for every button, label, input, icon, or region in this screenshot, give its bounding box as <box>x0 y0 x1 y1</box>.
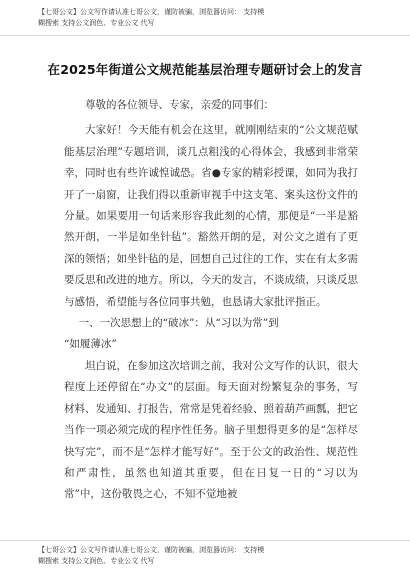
paragraph-section-1: 坦白说，在参加这次培训之前，我对公文写作的认识，很大程度上还停留在“办文”的层面。每天面对纷繁复杂的事务，写材料、发通知、打报告，常常是凭着经验、照着葫芦画瓢，把它当作一项必须完成的程序性任务。脑子里想得更多的是“怎样尽快写完”，而不是“怎样才能写好”。至于公文的政治性、规范性和严肃性，虽然也知道其重要，但在日复一日的“习以为常”中，这份敬畏之心，不知不觉地被 <box>64 359 358 501</box>
anti-fraud-notice-top <box>38 7 338 29</box>
notice-line-2: 糊搜索 支持公文润色、专业公文 代写 <box>38 19 155 27</box>
notice-line-2-bottom: 糊搜索 支持公文润色、专业公文 代写 <box>38 557 155 565</box>
section-heading-1-continued: “如履薄冰” <box>64 338 117 351</box>
section-heading-1: 一、一次思想上的“破冰”：从“习以为常”到 <box>78 317 279 330</box>
header-divider <box>0 35 410 36</box>
notice-line-1: 【七哥公文】公文写作请认准七哥公文，谨防被骗，浏览器访问： 支持模 <box>38 8 265 16</box>
anti-fraud-notice-bottom <box>38 545 338 567</box>
paragraph-intro: 大家好！今天能有机会在这里，就刚刚结束的“公文规范赋能基层治理”专题培训，谈几点粗浅的心得体会，我感到非常荣幸，同时也有些许诚惶诚恐。省●专家的精彩授课，如同为我打开了一扇窗，让我们得以重新审视手中这支笔、案头这份文件的分量。如果要用一句话来形容我此刻的心情，那便是“一半是豁然开朗，一半是如坐针毡”。豁然开朗的是，对公文之道有了更深的领悟；如坐针毡的是，回想自己过往的工作，实在有太多需要反思和改进的地方。所以，今天的发言，不谈成绩，只谈反思与感悟，希望能与各位同事共勉，也恳请大家批评指正。 <box>64 124 358 308</box>
document-body <box>64 95 358 506</box>
document-title: 在2025年街道公文规范能基层治理专题研讨会上的发言 <box>47 62 363 77</box>
salutation: 尊敬的各位领导、专家，亲爱的同事们： <box>85 99 274 111</box>
notice-line-1-bottom: 【七哥公文】公文写作请认准七哥公文，谨防被骗，浏览器访问： 支持模 <box>38 546 265 554</box>
footer-divider <box>0 540 410 541</box>
